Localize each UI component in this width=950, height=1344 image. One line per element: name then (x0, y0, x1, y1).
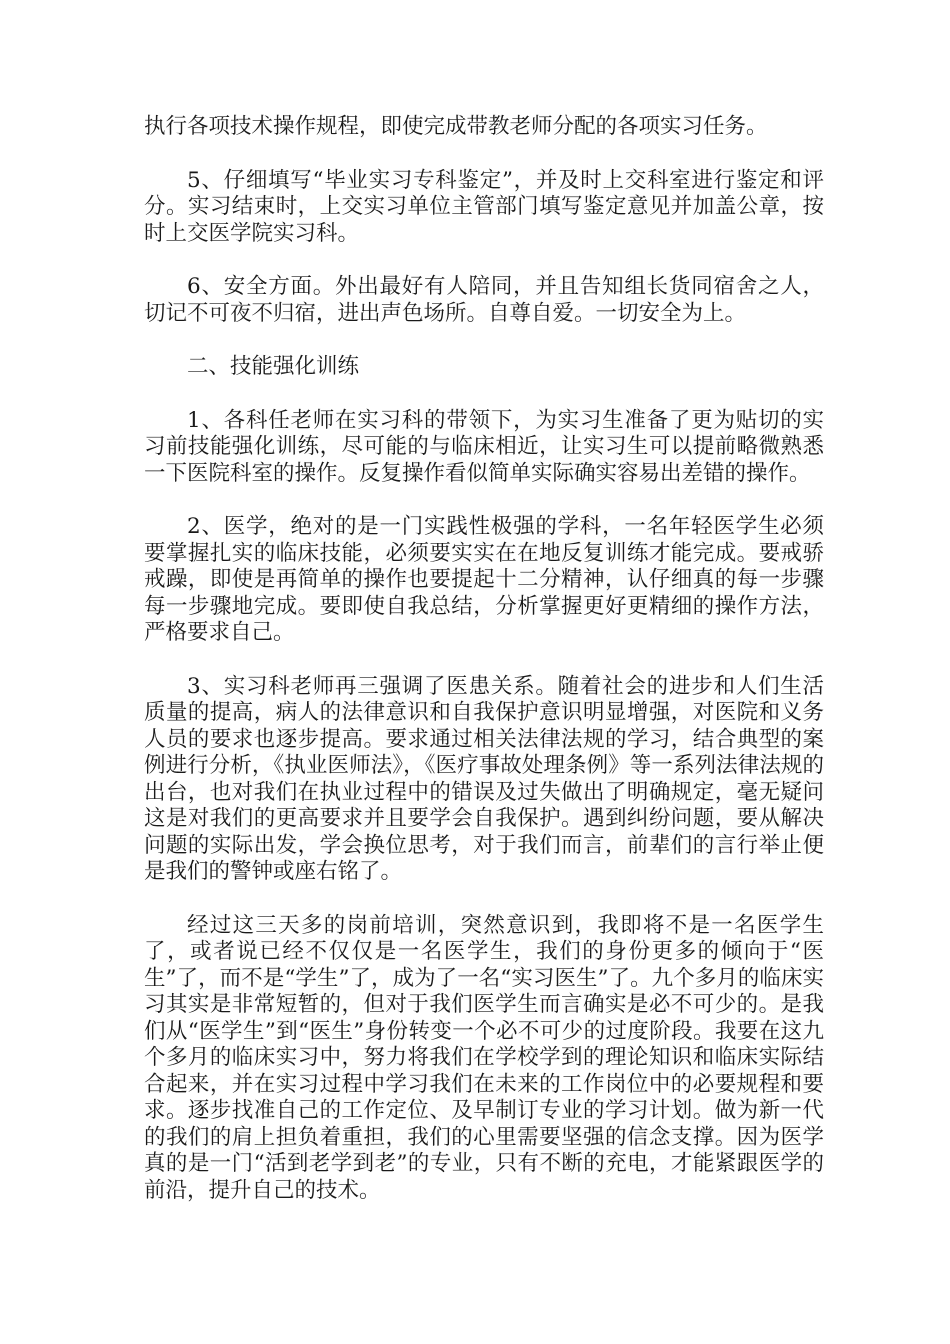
paragraph-skills-item-2: 2、医学，绝对的是一门实践性极强的学科，一名年轻医学生必须要掌握扎实的临床技能，必须要实实在在地反复训练才能完成。要戒骄戒躁，即使是再简单的操作也要提起十二分精神，认仔细真的每一步骤每一步骤地完成。要即使自我总结，分析掌握更好更精细的操作方法，严格要求自己。 (144, 514, 824, 645)
section-heading-skills-training: 二、技能强化训练 (187, 354, 360, 379)
paragraph-continuation: 执行各项技术操作规程，即使完成带教老师分配的各项实习任务。 (144, 114, 768, 139)
paragraph-skills-item-1: 1、各科任老师在实习科的带领下，为实习生准备了更为贴切的实习前技能强化训练，尽可能的与临床相近，让实习生可以提前略微熟悉一下医院科室的操作。反复操作看似简单实际确实容易出差错的操作。 (144, 407, 824, 486)
paragraph-conclusion: 经过这三天多的岗前培训，突然意识到，我即将不是一名医学生了，或者说已经不仅仅是一名医学生，我们的身份更多的倾向于“医生”了，而不是“学生”了，成为了一名“实习医生”了。九个多月的临床实习其实是非常短暂的，但对于我们医学生而言确实是必不可少的。是我们从“医学生”到“医生”身份转变一个必不可少的过度阶段。我要在这九个多月的临床实习中，努力将我们在学校学到的理论知识和临床实际结合起来，并在实习过程中学习我们在未来的工作岗位中的必要规程和要求。逐步找准自己的工作定位、及早制订专业的学习计划。做为新一代的我们的肩上担负着重担，我们的心里需要坚强的信念支撑。因为医学真的是一门“活到老学到老”的专业，只有不断的充电，才能紧跟医学的前沿，提升自己的技术。 (144, 912, 824, 1203)
document-body (144, 114, 824, 1231)
paragraph-item-5-appraisal: 5、仔细填写“毕业实习专科鉴定”，并及时上交科室进行鉴定和评分。实习结束时，上交实习单位主管部门填写鉴定意见并加盖公章，按时上交医学院实习科。 (144, 167, 824, 246)
paragraph-skills-item-3: 3、实习科老师再三强调了医患关系。随着社会的进步和人们生活质量的提高，病人的法律意识和自我保护意识明显增强，对医院和义务人员的要求也逐步提高。要求通过相关法律法规的学习，结合典型的案例进行分析，《执业医师法》，《医疗事故处理条例》等一系列法律法规的出台，也对我们在执业过程中的错误及过失做出了明确规定，毫无疑问这是对我们的更高要求并且要学会自我保护。遇到纠纷问题，要从解决问题的实际出发，学会换位思考，对于我们而言，前辈们的言行举止便是我们的警钟或座右铭了。 (144, 673, 824, 884)
paragraph-item-6-safety: 6、安全方面。外出最好有人陪同，并且告知组长货同宿舍之人，切记不可夜不归宿，进出声色场所。自尊自爱。一切安全为上。 (144, 274, 824, 326)
